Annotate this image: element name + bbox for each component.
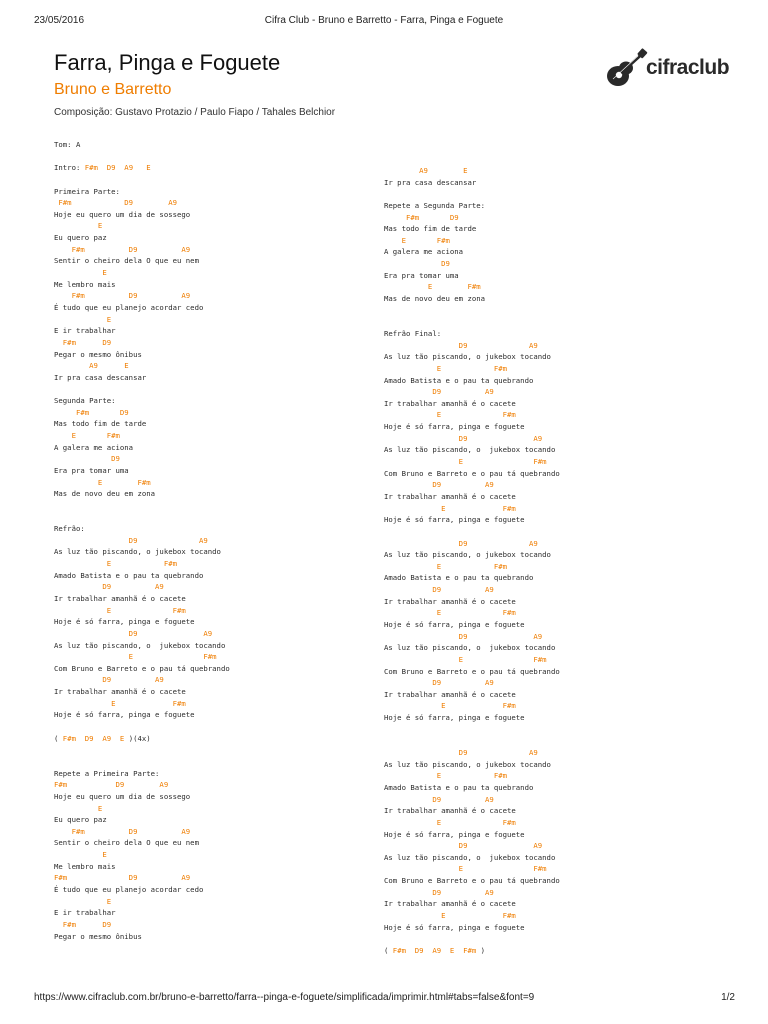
lyric-line: Era pra tomar uma [54, 465, 129, 475]
blank-line [54, 756, 230, 768]
chord-line: D9 A9 [384, 585, 494, 595]
chord-line: D9 A9 [384, 841, 543, 851]
cifraclub-logo[interactable] [604, 46, 744, 92]
lyric-line: Hoje é só farra, pinga e foguete [384, 829, 525, 839]
chord-line: D9 A9 [384, 480, 494, 490]
chord-line: D9 [54, 454, 120, 464]
lyric-line: Amado Batista e o pau ta quebrando [384, 375, 534, 385]
chord-line: A9 E [54, 361, 129, 371]
lyric-line: Mas todo fim de tarde [54, 419, 147, 429]
chord-line: E [54, 850, 107, 860]
chord-line: E F#m [384, 817, 516, 827]
blank-line [384, 724, 560, 736]
print-url: https://www.cifraclub.com.br/bruno-e-barretto/farra--pinga-e-foguete/simplificada/imprimir.html#tabs=false&font=9 [34, 992, 535, 1003]
lyric-line: É tudo que eu planejo acordar cedo [54, 885, 204, 894]
chord-line: A9 E [384, 166, 468, 175]
chord-line: E [54, 314, 112, 324]
lyric-line: Hoje é só farra, pinga e foguete [54, 710, 195, 720]
chord-line: D9 A9 [54, 675, 164, 685]
chord-line: E F#m [384, 503, 516, 513]
line-prefix: ( [54, 733, 63, 743]
chord-line: D9 A9 [384, 387, 494, 397]
chord-line: E F#m [384, 608, 516, 618]
chord-line: F#m D9 A9 [54, 780, 169, 790]
chord-line: D9 A9 [384, 678, 494, 688]
blank-line [54, 151, 230, 163]
lyric-line: Ir trabalhar amanhã é o cacete [384, 596, 516, 606]
lyric-line: Com Bruno e Barreto e o pau tá quebrando [54, 663, 230, 673]
chord-line: F#m D9 A9 [54, 244, 191, 254]
lyric-line: As luz tão piscando, o jukebox tocando [384, 759, 551, 769]
chord-line: E [54, 221, 103, 231]
lyric-line: Ir trabalhar amanhã é o cacete [384, 398, 516, 408]
lyric-line: Mas de novo deu em zona [54, 489, 156, 499]
chord-line: D9 [384, 259, 450, 269]
chord-line: E F#m [54, 652, 217, 662]
lyric-line: As luz tão piscando, o jukebox tocando [54, 640, 226, 650]
lyric-line: Ir trabalhar amanhã é o cacete [384, 491, 516, 501]
lyric-line: Amado Batista e o pau ta quebrando [54, 570, 204, 580]
chord-line: E F#m [54, 431, 120, 441]
lyric-line: As luz tão piscando, o jukebox tocando [54, 547, 221, 557]
chord-sequence-line [54, 162, 230, 174]
lyric-line: Com Bruno e Barreto e o pau tá quebrando [384, 666, 560, 676]
chords-column-left [54, 139, 230, 942]
lyric-line: Pegar o mesmo ônibus [54, 349, 142, 359]
line-suffix: )(4x) [124, 733, 151, 743]
chord-line: E F#m [384, 911, 516, 920]
chord-line: F#m D9 A9 [54, 291, 191, 301]
section-heading: Repete a Segunda Parte: [384, 200, 486, 210]
lyric-line: Ir trabalhar amanhã é o cacete [54, 593, 186, 603]
chord-line: D9 A9 [54, 582, 164, 592]
lyric-line: Com Bruno e Barreto e o pau tá quebrando [384, 876, 560, 886]
lyric-line: Sentir o cheiro dela O que eu nem [54, 838, 199, 848]
chord-line: F#m D9 A9 [54, 198, 178, 208]
chord-line: D9 A9 [54, 628, 213, 638]
lyric-line: Mas de novo deu em zona [384, 294, 486, 304]
print-date: 23/05/2016 [34, 15, 85, 26]
chords-column-right [384, 165, 560, 957]
chord-line: E F#m [384, 864, 547, 874]
blank-line [54, 721, 230, 733]
blank-line [54, 744, 230, 756]
lyric-line: Hoje é só farra, pinga e foguete [384, 713, 525, 723]
chord-line: E F#m [384, 363, 508, 373]
chord-line: E F#m [384, 235, 450, 245]
chord-line: F#m D9 A9 [54, 873, 191, 883]
lyric-line: Com Bruno e Barreto e o pau tá quebrando [384, 468, 560, 478]
line-suffix: ) [476, 945, 486, 955]
lyric-line: Hoje é só farra, pinga e foguete [384, 422, 525, 432]
composition-credits: Composição: Gustavo Protazio / Paulo Fiapo / Tahales Belchior [54, 107, 336, 118]
chord-line: F#m D9 [54, 407, 129, 417]
section-heading: Refrão: [54, 524, 85, 534]
chord-line: E [54, 896, 112, 906]
lyric-line: Tom: A [54, 140, 81, 149]
lyric-line: A galera me aciona [384, 247, 464, 257]
chord-line: D9 A9 [384, 631, 543, 641]
artist-link[interactable]: Bruno e Barretto [54, 81, 172, 98]
chord-line: F#m D9 [54, 919, 112, 929]
blank-line [54, 512, 230, 524]
section-heading: Refrão Final: [384, 328, 442, 338]
chord-line: D9 A9 [384, 794, 494, 804]
blank-line [384, 933, 560, 945]
lyric-line: Ir trabalhar amanhã é o cacete [384, 689, 516, 699]
song-title: Farra, Pinga e Foguete [54, 50, 281, 75]
chord-line: E F#m [384, 561, 508, 571]
blank-line [384, 316, 560, 328]
chord-line: D9 A9 [54, 535, 208, 545]
chord-line: E F#m [54, 605, 186, 615]
lyric-line: E ir trabalhar [54, 326, 116, 336]
lyric-line: Ir pra casa descansar [54, 372, 147, 382]
lyric-line: As luz tão piscando, o jukebox tocando [384, 643, 556, 653]
chord-sequence-line [54, 733, 230, 745]
blank-line [384, 735, 560, 747]
chord-sequence: F#m D9 A9 E [84, 163, 151, 173]
blank-line [54, 174, 230, 186]
lyric-line: Eu quero paz [54, 815, 107, 825]
chord-line: D9 A9 [384, 538, 538, 548]
logo-text: cifraclub [646, 56, 730, 79]
lyric-line: E ir trabalhar [54, 908, 116, 918]
lyric-line: Hoje é só farra, pinga e foguete [384, 619, 525, 629]
chord-line: F#m D9 [54, 337, 112, 347]
lyric-line: Ir trabalhar amanhã é o cacete [384, 806, 516, 816]
lyric-line: É tudo que eu planejo acordar cedo [54, 302, 204, 312]
blank-line [384, 305, 560, 317]
guitar-icon [604, 48, 648, 90]
lyric-line: As luz tão piscando, o jukebox tocando [384, 445, 556, 455]
lyric-line: Hoje é só farra, pinga e foguete [384, 515, 525, 525]
chord-line: E [54, 268, 107, 278]
chord-line: E [54, 803, 103, 813]
blank-line [384, 526, 560, 538]
lyric-line: Hoje eu quero um dia de sossego [54, 791, 191, 801]
chord-line: E F#m [384, 410, 516, 420]
chord-line: D9 A9 [384, 433, 543, 443]
lyric-line: Mas todo fim de tarde [384, 224, 477, 234]
lyric-line: Hoje é só farra, pinga e foguete [384, 922, 525, 932]
chord-line: E F#m [54, 698, 186, 708]
lyric-line: Hoje eu quero um dia de sossego [54, 209, 191, 219]
chord-line: E F#m [384, 457, 547, 467]
chord-line: D9 A9 [384, 748, 538, 758]
blank-line [54, 500, 230, 512]
lyric-line: Ir pra casa descansar [384, 177, 477, 187]
lyric-line: Me lembro mais [54, 279, 116, 289]
line-prefix: Intro: [54, 163, 85, 173]
chord-line: F#m D9 [384, 212, 459, 222]
blank-line [384, 188, 560, 200]
section-heading: Segunda Parte: [54, 396, 116, 406]
chord-line: E F#m [384, 654, 547, 664]
chord-sequence: F#m D9 A9 E F#m [392, 945, 477, 955]
lyric-line: Amado Batista e o pau ta quebrando [384, 573, 534, 583]
chord-line: D9 A9 [384, 340, 538, 350]
print-page-number: 1/2 [721, 992, 735, 1003]
chord-line: E F#m [54, 477, 151, 487]
lyric-line: Hoje é só farra, pinga e foguete [54, 617, 195, 627]
lyric-line: Eu quero paz [54, 233, 107, 243]
section-heading: Primeira Parte: [54, 186, 120, 196]
chord-sequence-line [384, 945, 560, 957]
lyric-line: As luz tão piscando, o jukebox tocando [384, 852, 556, 862]
section-heading: Repete a Primeira Parte: [54, 768, 160, 778]
chord-line: E F#m [54, 559, 178, 569]
chord-line: D9 A9 [384, 887, 494, 897]
print-page-title: Cifra Club - Bruno e Barretto - Farra, Pinga e Foguete [264, 15, 504, 26]
lyric-line: Amado Batista e o pau ta quebrando [384, 782, 534, 792]
chord-line: E F#m [384, 771, 508, 781]
lyric-line: A galera me aciona [54, 442, 134, 452]
lyric-line: Pegar o mesmo ônibus [54, 931, 142, 941]
blank-line [54, 383, 230, 395]
chord-sequence: F#m D9 A9 E [62, 733, 125, 743]
lyric-line: As luz tão piscando, o jukebox tocando [384, 550, 551, 560]
lyric-line: Ir trabalhar amanhã é o cacete [54, 687, 186, 697]
lyric-line: As luz tão piscando, o jukebox tocando [384, 352, 551, 362]
chord-line: F#m D9 A9 [54, 826, 191, 836]
lyric-line: Sentir o cheiro dela O que eu nem [54, 256, 199, 266]
lyric-line: Era pra tomar uma [384, 270, 459, 280]
chord-line: E F#m [384, 701, 516, 711]
line-prefix: ( [384, 945, 393, 955]
chord-line: E F#m [384, 282, 481, 292]
lyric-line: Ir trabalhar amanhã é o cacete [384, 899, 516, 909]
lyric-line: Me lembro mais [54, 861, 116, 871]
